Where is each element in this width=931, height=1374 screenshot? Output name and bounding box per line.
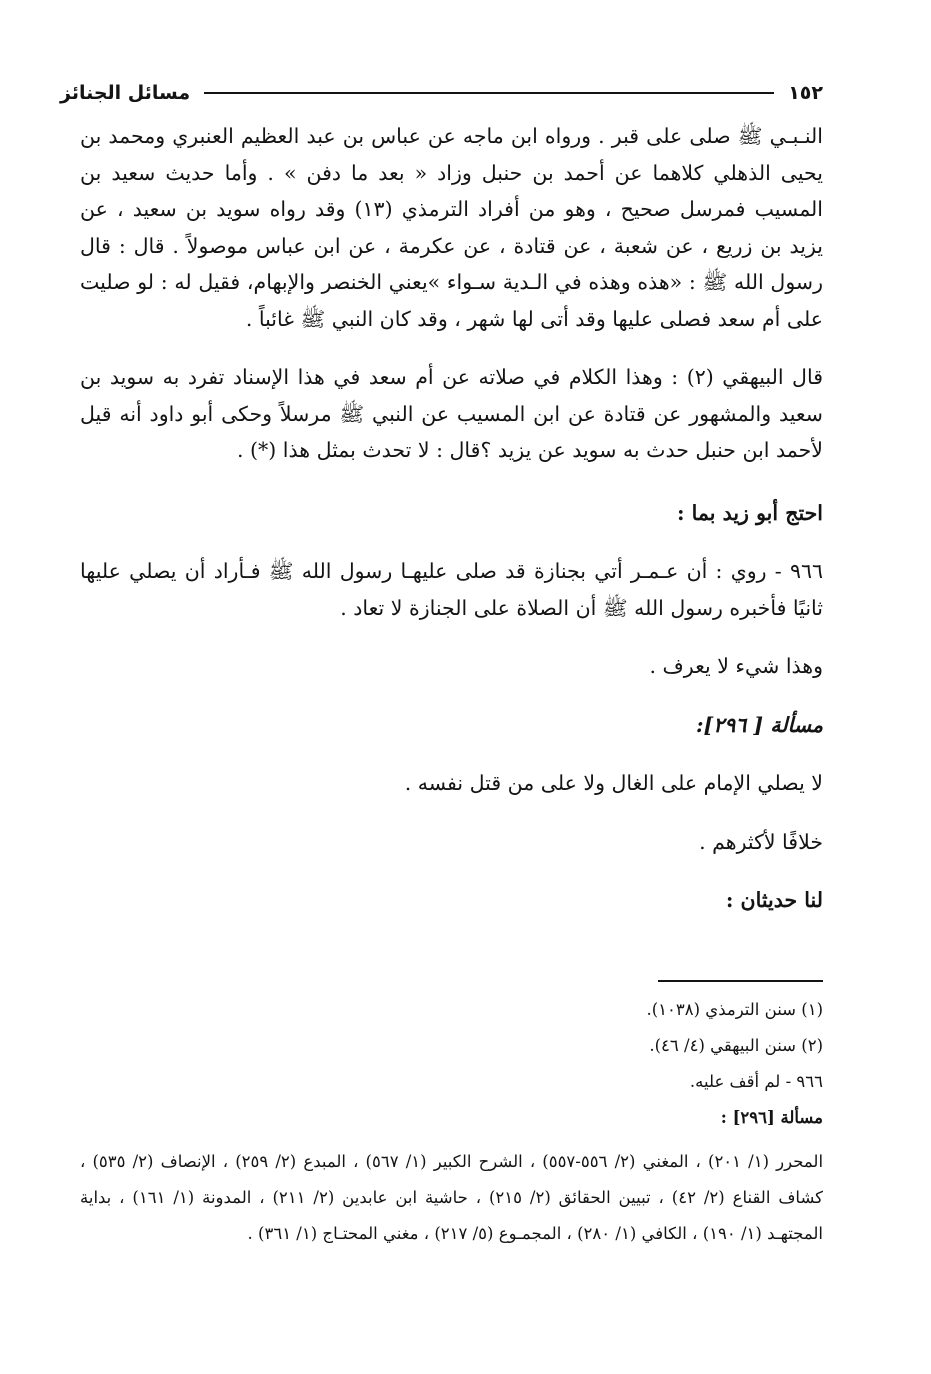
issue-title: مسألة [ ٢٩٦]: bbox=[695, 712, 823, 737]
paragraph-bayhaqi: قال البيهقي (٢) : وهذا الكلام في صلاته عن أم سعد في هذا الإسناد تفرد به سويد بن سعيد والمشهور عن قتادة عن ابن المسيب عن النبي ﷺ مرسلاً وحكى أبو داود أنه قيل لأحمد ابن حنبل حدث به سويد عن يزيد ؟قال : لا تحدث بمثل هذا (*) . bbox=[80, 365, 823, 462]
page-number: ١٥٢ bbox=[788, 82, 823, 104]
paragraph-two-hadiths: لنا حديثان : bbox=[725, 888, 823, 912]
footnote-issue-title: مسألة [٢٩٦] : bbox=[720, 1108, 823, 1127]
header-rule bbox=[204, 92, 774, 94]
paragraph-ruling: لا يصلي الإمام على الغال ولا على من قتل نفسه . bbox=[404, 771, 823, 795]
chapter-title: مسائل الجنائز bbox=[60, 82, 191, 104]
footnote-966: ٩٦٦ - لم أقف عليه. bbox=[689, 1072, 823, 1091]
footnote-2: (٢) سنن البيهقي (٤/ ٤٦). bbox=[649, 1036, 823, 1055]
footnote-separator bbox=[658, 980, 823, 982]
main-text bbox=[80, 118, 823, 919]
footnote-references: المحرر (١/ ٢٠١) ، المغني (٢/ ٥٥٦-٥٥٧) ، الشرح الكبير (١/ ٥٦٧) ، المبدع (٢/ ٢٥٩) ، الإنصاف (٢/ ٥٣٥) ، كشاف القناع (٢/ ٤٢) ، تبيين الحقائق (٢/ ٢١٥) ، حاشية ابن عابدين (٢/ ٢١١) ، المدونة (١/ ١٦١) ، بداية المجتهـد (١/ ١٩٠) ، الكافي (١/ ٢٨٠) ، المجمـوع (٥/ ٢١٧) ، مغني المحتـاج (١/ ٣٦١) . bbox=[80, 1152, 824, 1243]
paragraph-hadith-narration: النـبـي ﷺ صلى على قبر . ورواه ابن ماجه عن عباس بن عبد العظيم العنبري ومحمد بن يحيى الذهلي كلاهما عن أحمد بن حنبل وزاد « بعد ما دفن » . وأما حديث سعيد بن المسيب فمرسل صحيح ، وهو من أفراد الترمذي (١٣) وقد رواه سويد بن سعيد ، عن يزيد بن زريع ، عن شعبة ، عن قتادة ، عن عكرمة ، عن ابن عباس موصولاً . قال : قال رسول الله ﷺ : «هذه وهذه في الـدية سـواء »يعني الخنصر والإبهام، فقيل له : لو صليت على أم سعد فصلى عليها وقد أتى لها شهر ، وقد كان النبي ﷺ غائباً . bbox=[80, 124, 824, 331]
paragraph-unknown: وهذا شيء لا يعرف . bbox=[649, 654, 823, 678]
argument-heading: احتج أبو زيد بما : bbox=[676, 500, 823, 525]
footnotes bbox=[80, 992, 823, 1252]
footnote-1: (١) سنن الترمذي (١٠٣٨). bbox=[646, 1000, 823, 1019]
paragraph-hadith-966: ٩٦٦ - روي : أن عـمـر أتي بجنازة قد صلى عليهـا رسول الله ﷺ فـأراد أن يصلي عليها ثانيًا فأخبره رسول الله ﷺ أن الصلاة على الجنازة لا تعاد . bbox=[80, 559, 823, 620]
paragraph-disagreement: خلافًا لأكثرهم . bbox=[699, 829, 823, 854]
running-head bbox=[60, 76, 823, 110]
